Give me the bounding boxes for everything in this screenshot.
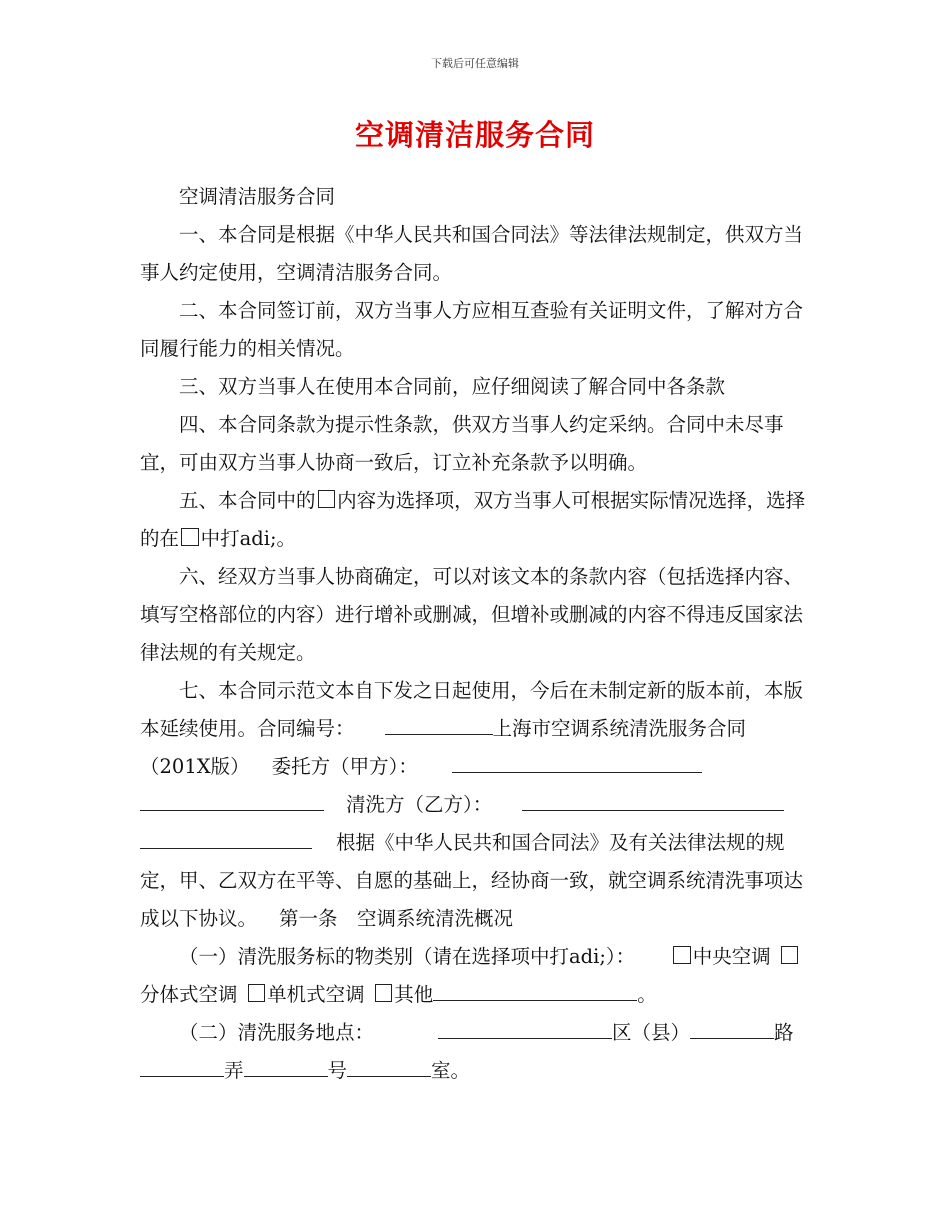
item-2 xyxy=(140,1014,806,1090)
clause-5-text-c: 中打adi;。 xyxy=(200,527,297,550)
option-unit-ac: 单机式空调 xyxy=(267,983,365,1006)
article-1-heading: 第一条 空调系统清洗概况 xyxy=(279,907,514,930)
party-a-blank-2 xyxy=(140,791,324,812)
clause-7-text-e: 根据《中华人民共和国合同法》及有关法律法规的规定，甲、乙双方在平等、自愿的基础上，经协商一致，就空调系统清洗事项达成以下协议。 xyxy=(140,831,804,930)
clause-5-text-a: 五、本合同中的 xyxy=(179,489,316,512)
clause-3: 三、双方当事人在使用本合同前，应仔细阅读了解合同中各条款 xyxy=(179,375,726,398)
party-b-blank xyxy=(522,791,784,812)
number-label: 号 xyxy=(327,1059,348,1082)
room-blank xyxy=(347,1057,431,1078)
option-central-ac: 中央空调 xyxy=(692,945,771,968)
clause-5 xyxy=(140,482,806,558)
clause-7 xyxy=(140,672,806,938)
district-label: 区（县） xyxy=(612,1021,691,1044)
road-label: 路 xyxy=(774,1021,794,1044)
contract-number-blank xyxy=(385,715,493,736)
party-a-blank xyxy=(452,753,702,774)
contract-body xyxy=(140,178,806,1090)
item-2-text: （二）清洗服务地点： xyxy=(179,1021,375,1044)
road-blank xyxy=(690,1019,774,1040)
option-split-ac: 分体式空调 xyxy=(140,983,238,1006)
party-b-label: 清洗方（乙方）： xyxy=(346,793,493,816)
item-1-end: 。 xyxy=(637,983,657,1006)
party-b-blank-2 xyxy=(140,829,312,850)
item-1-text: （一）清洗服务标的物类别（请在选择项中打adi;）： xyxy=(179,945,636,968)
clause-6: 六、经双方当事人协商确定，可以对该文本的条款内容（包括选择内容、填写空格部位的内容）进行增补或删减，但增补或删减的内容不得违反国家法律法规的有关规定。 xyxy=(140,565,804,664)
party-a-label: 委托方（甲方）： xyxy=(271,755,418,778)
room-label: 室。 xyxy=(431,1059,471,1082)
checkbox-icon xyxy=(318,490,336,508)
header-note: 下载后可任意编辑 xyxy=(431,57,519,70)
checkbox-icon xyxy=(181,528,199,546)
other-blank xyxy=(433,981,637,1002)
number-blank xyxy=(244,1057,328,1078)
checkbox-icon xyxy=(248,984,266,1002)
option-other: 其他 xyxy=(394,983,434,1006)
clause-7-text-a: 七、本合同示范文本自下发之日起使用，今后在未制定新的版本前，本版本延续使用。合同编号： xyxy=(140,679,804,740)
checkbox-icon xyxy=(375,984,393,1002)
district-blank xyxy=(438,1019,612,1040)
clause-4: 四、本合同条款为提示性条款，供双方当事人约定采纳。合同中未尽事宜，可由双方当事人协商一致后，订立补充条款予以明确。 xyxy=(140,413,784,474)
clause-1: 一、本合同是根据《中华人民共和国合同法》等法律法规制定，供双方当事人约定使用，空调清洁服务合同。 xyxy=(140,223,804,284)
clause-2: 二、本合同签订前，双方当事人方应相互查验有关证明文件，了解对方合同履行能力的相关情况。 xyxy=(140,299,804,360)
checkbox-icon xyxy=(673,946,691,964)
clause-7-text-b: 上海市空调系统清洗服务合同（201X版） xyxy=(140,717,747,778)
item-1 xyxy=(140,938,806,1014)
checkbox-icon xyxy=(781,946,799,964)
lane-blank xyxy=(140,1057,224,1078)
lane-label: 弄 xyxy=(224,1059,244,1082)
clause-5-text-b: 内容为选择项，双方当事人可根据实际情况选择，选择的在 xyxy=(140,489,806,550)
intro-paragraph: 空调清洁服务合同 xyxy=(179,185,336,208)
document-title: 空调清洁服务合同 xyxy=(354,118,595,152)
